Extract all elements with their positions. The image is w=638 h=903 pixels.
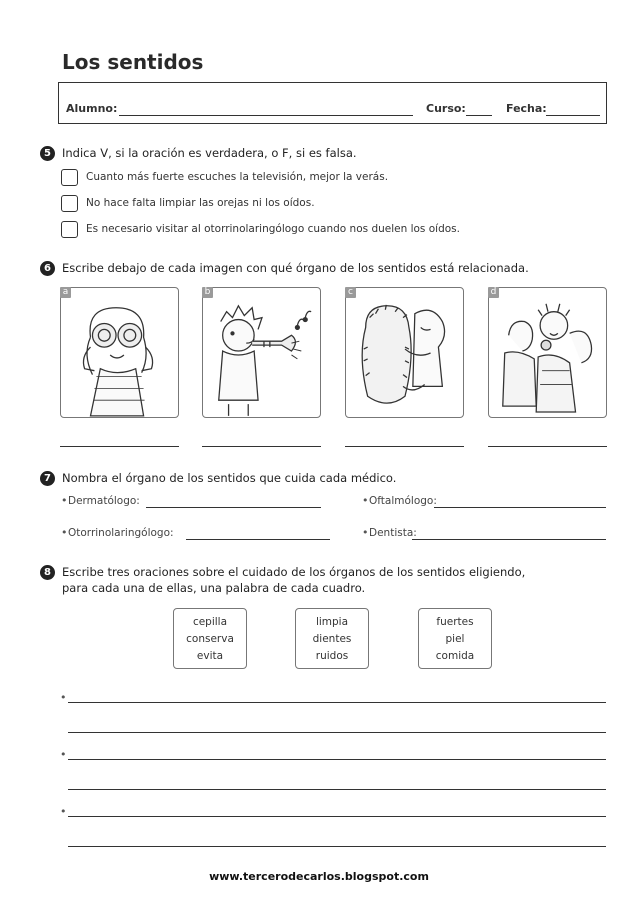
hugging-bear-illustration [346, 288, 463, 417]
word-item: comida [435, 649, 475, 662]
word-box-3 [418, 608, 492, 669]
word-item: conserva [186, 632, 234, 645]
fecha-label: Fecha: [506, 102, 547, 115]
exercise-7-instruction: Nombra el órgano de los sentidos que cuida cada médico. [62, 471, 397, 485]
exercise-8-number: 8 [40, 565, 55, 580]
oftalmologo-answer-line[interactable] [434, 507, 606, 508]
bullet-dot: • [61, 526, 68, 539]
sentence-3-line-2[interactable] [68, 846, 606, 847]
word-item: fuertes [436, 615, 474, 628]
alumno-label: Alumno: [66, 102, 118, 115]
bullet-dot: • [61, 494, 68, 507]
footer-url: www.tercerodecarlos.blogspot.com [209, 870, 429, 883]
picture-c-label: c [345, 287, 356, 298]
picture-d-label: d [488, 287, 499, 298]
word-box-2 [295, 608, 369, 669]
picture-b [202, 287, 321, 418]
bullet-dot: • [362, 494, 369, 507]
exercise-7-number: 7 [40, 471, 55, 486]
answer-checkbox-1[interactable] [61, 169, 78, 186]
word-item: dientes [312, 632, 352, 645]
sentence-1-line-2[interactable] [68, 732, 606, 733]
answer-checkbox-3[interactable] [61, 221, 78, 238]
picture-b-answer-line[interactable] [202, 446, 321, 447]
statement-2: No hace falta limpiar las orejas ni los oídos. [86, 197, 315, 209]
word-item: limpia [315, 615, 349, 628]
exercise-8-instruction-line1: Escribe tres oraciones sobre el cuidado de los órganos de los sentidos eligiendo, [62, 565, 526, 579]
dermatologo-answer-line[interactable] [146, 507, 321, 508]
binoculars-girl-illustration [61, 288, 178, 417]
word-item: cepilla [192, 615, 228, 628]
dentista-label: Dentista: [369, 527, 417, 539]
picture-a [60, 287, 179, 418]
eating-children-illustration [489, 288, 606, 417]
exercise-6-number: 6 [40, 261, 55, 276]
picture-d-answer-line[interactable] [488, 446, 607, 447]
picture-a-label: a [60, 287, 71, 298]
statement-1: Cuanto más fuerte escuches la televisión, mejor la verás. [86, 171, 389, 183]
statement-3: Es necesario visitar al otorrinolaringólogo cuando nos duelen los oídos. [86, 223, 460, 235]
bullet-dot: • [60, 691, 67, 704]
oftalmologo-label: Oftalmólogo: [369, 495, 437, 507]
trumpet-boy-illustration [203, 288, 320, 417]
bullet-dot: • [60, 748, 67, 761]
bullet-dot: • [362, 526, 369, 539]
word-item: evita [196, 649, 224, 662]
bullet-dot: • [60, 805, 67, 818]
word-item: ruidos [315, 649, 349, 662]
dermatologo-label: Dermatólogo: [68, 495, 140, 507]
sentence-1-line-1[interactable] [68, 702, 606, 703]
picture-b-label: b [202, 287, 213, 298]
exercise-8-instruction-line2: para cada una de ellas, una palabra de cada cuadro. [62, 581, 366, 595]
fecha-field[interactable] [546, 115, 600, 116]
alumno-field[interactable] [119, 115, 413, 116]
page-title: Los sentidos [62, 50, 204, 74]
exercise-5-instruction: Indica V, si la oración es verdadera, o F, si es falsa. [62, 146, 357, 160]
word-item: piel [445, 632, 465, 645]
word-box-1 [173, 608, 247, 669]
sentence-2-line-2[interactable] [68, 789, 606, 790]
picture-a-answer-line[interactable] [60, 446, 179, 447]
sentence-3-line-1[interactable] [68, 816, 606, 817]
picture-c-answer-line[interactable] [345, 446, 464, 447]
curso-field[interactable] [466, 115, 492, 116]
picture-d [488, 287, 607, 418]
picture-c [345, 287, 464, 418]
curso-label: Curso: [426, 102, 466, 115]
answer-checkbox-2[interactable] [61, 195, 78, 212]
dentista-answer-line[interactable] [412, 539, 606, 540]
exercise-5-number: 5 [40, 146, 55, 161]
otorrinolaringologo-label: Otorrinolaringólogo: [68, 527, 174, 539]
sentence-2-line-1[interactable] [68, 759, 606, 760]
otorrinolaringologo-answer-line[interactable] [186, 539, 330, 540]
exercise-6-instruction: Escribe debajo de cada imagen con qué órgano de los sentidos está relacionada. [62, 261, 529, 275]
